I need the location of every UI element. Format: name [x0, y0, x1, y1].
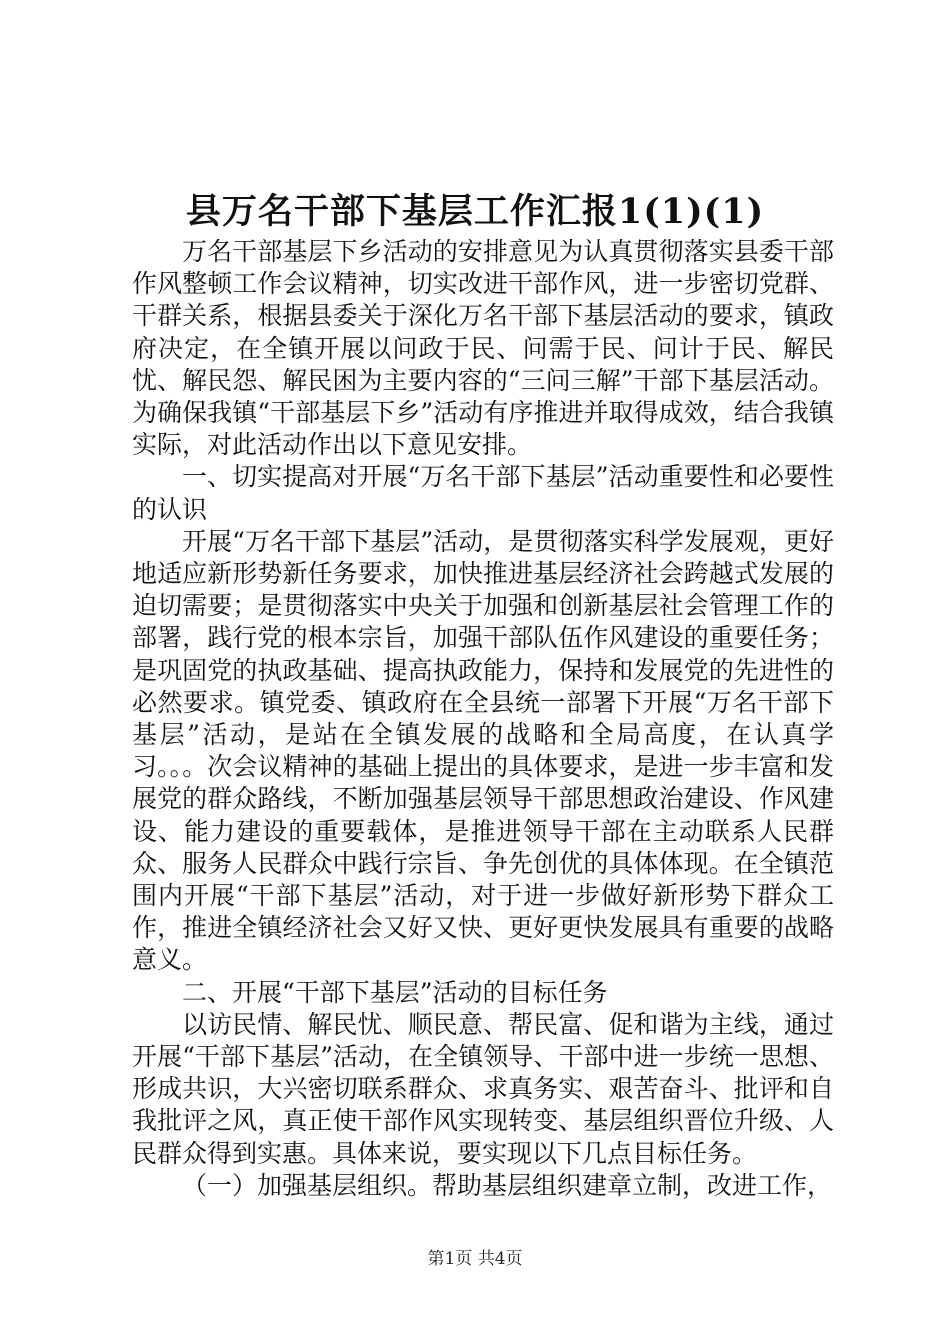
heading-section-2: 二、开展“干部下基层”活动的目标任务 — [182, 977, 608, 1007]
paragraph-section-2: 以访民情、解民忧、顺民意、帮民富、促和谐为主线，通过开展“干部下基层”活动，在全镇领导、干部中进一步统一思想、形成共识，大兴密切联系群众、求真务实、艰苦奋斗、批评和自我批评之风，真正使干部作风实现转变、基层组织晋位升级、人民群众得到实惠。具体来说，要实现以下几点目标任务。 — [132, 1009, 834, 1168]
page-number-footer: 第1页 共4页 — [427, 1249, 523, 1269]
paragraph-intro: 万名干部基层下乡活动的安排意见为认真贯彻落实县委干部作风整顿工作会议精神，切实改进干部作风，进一步密切党群、干群关系，根据县委关于深化万名干部下基层活动的要求，镇政府决定，在全镇开展以问政于民、问需于民、问计于民、解民忧、解民怨、解民困为主要内容的“三问三解”干部下基层活动。为确保我镇“干部基层下乡”活动有序推进并取得成效，结合我镇实际，对此活动作出以下意见安排。 — [132, 237, 834, 460]
paragraph-section-1: 开展“万名干部下基层”活动，是贯彻落实科学发展观，更好地适应新形势新任务要求，加快推进基层经济社会跨越式发展的迫切需要；是贯彻落实中央关于加强和创新基层社会管理工作的部署，践行党的根本宗旨，加强干部队伍作风建设的重要任务；是巩固党的执政基础、提高执政能力，保持和发展党的先进性的必然要求。镇党委、镇政府在全县统一部署下开展“万名干部下基层”活动，是站在全镇发展的战略和全局高度，在认真学习。。。次会议精神的基础上提出的具体要求，是进一步丰富和发展党的群众路线，不断加强基层领导干部思想政治建设、作风建设、能力建设的重要载体，是推进领导干部在主动联系人民群众、服务人民群众中践行宗旨、争先创优的具体体现。在全镇范围内开展“干部下基层”活动，对于进一步做好新形势下群众工作，推进全镇经济社会又好又快、更好更快发展具有重要的战略意义。 — [132, 526, 834, 975]
document-title: 县万名干部下基层工作汇报1(1)(1) — [185, 191, 765, 232]
heading-section-1: 一、切实提高对开展“万名干部下基层”活动重要性和必要性的认识 — [132, 462, 834, 524]
document-body — [132, 236, 834, 1202]
paragraph-subsection-1: （一）加强基层组织。帮助基层组织建章立制，改进工作， — [182, 1170, 833, 1200]
